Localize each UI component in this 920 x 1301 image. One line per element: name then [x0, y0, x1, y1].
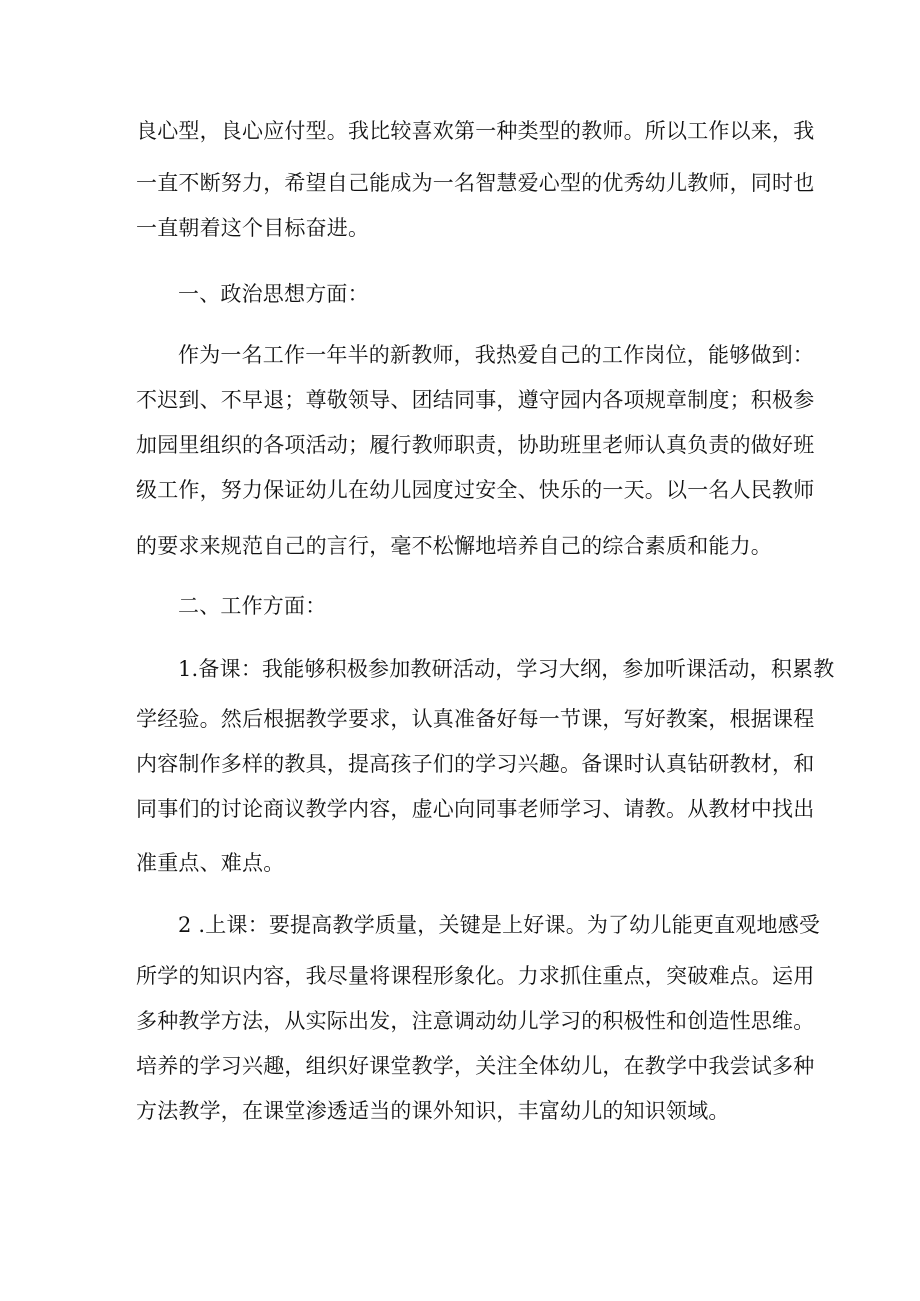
paragraph-line: 1.备课：我能够积极参加教研活动，学习大纲，参加听课活动，积累教 — [178, 657, 835, 681]
paragraph-line: 一直朝着这个目标奋进。 — [136, 216, 370, 240]
paragraph-line: 方法教学，在课堂渗透适当的课外知识，丰富幼儿的知识领域。 — [136, 1099, 730, 1123]
paragraph-line: 不迟到、不早退；尊敬领导、团结同事，遵守园内各项规章制度；积极参 — [136, 388, 815, 412]
section-heading-political: 一、政治思想方面： — [178, 282, 369, 306]
paragraph-line: 学经验。然后根据教学要求，认真准备好每一节课，写好教案，根据课程 — [136, 707, 815, 731]
paragraph-line: 同事们的讨论商议教学内容，虚心向同事老师学习、请教。从教材中找出 — [136, 797, 815, 821]
paragraph-line: 作为一名工作一年半的新教师，我热爱自己的工作岗位，能够做到： — [178, 343, 814, 367]
section-heading-work: 二、工作方面： — [178, 594, 327, 618]
paragraph-line: 级工作，努力保证幼儿在幼儿园度过安全、快乐的一天。以一名人民教师 — [136, 478, 815, 502]
paragraph-line: 加园里组织的各项活动；履行教师职责，协助班里老师认真负责的做好班 — [136, 433, 815, 457]
paragraph-line: 良心型，良心应付型。我比较喜欢第一种类型的教师。所以工作以来，我 — [136, 119, 815, 143]
paragraph-line: 所学的知识内容，我尽量将课程形象化。力求抓住重点，突破难点。运用 — [136, 964, 815, 988]
paragraph-line: 的要求来规范自己的言行，毫不松懈地培养自己的综合素质和能力。 — [136, 534, 772, 558]
paragraph-line: 2 .上课：要提高教学质量，关键是上好课。为了幼儿能更直观地感受 — [178, 913, 821, 937]
paragraph-line: 培养的学习兴趣，组织好课堂教学，关注全体幼儿，在教学中我尝试多种 — [136, 1054, 815, 1078]
paragraph-line: 准重点、难点。 — [136, 851, 285, 875]
paragraph-line: 一直不断努力，希望自己能成为一名智慧爱心型的优秀幼儿教师，同时也 — [136, 171, 815, 195]
paragraph-line: 内容制作多样的教具，提高孩子们的学习兴趣。备课时认真钻研教材，和 — [136, 752, 815, 776]
paragraph-line: 多种教学方法，从实际出发，注意调动幼儿学习的积极性和创造性思维。 — [136, 1009, 815, 1033]
